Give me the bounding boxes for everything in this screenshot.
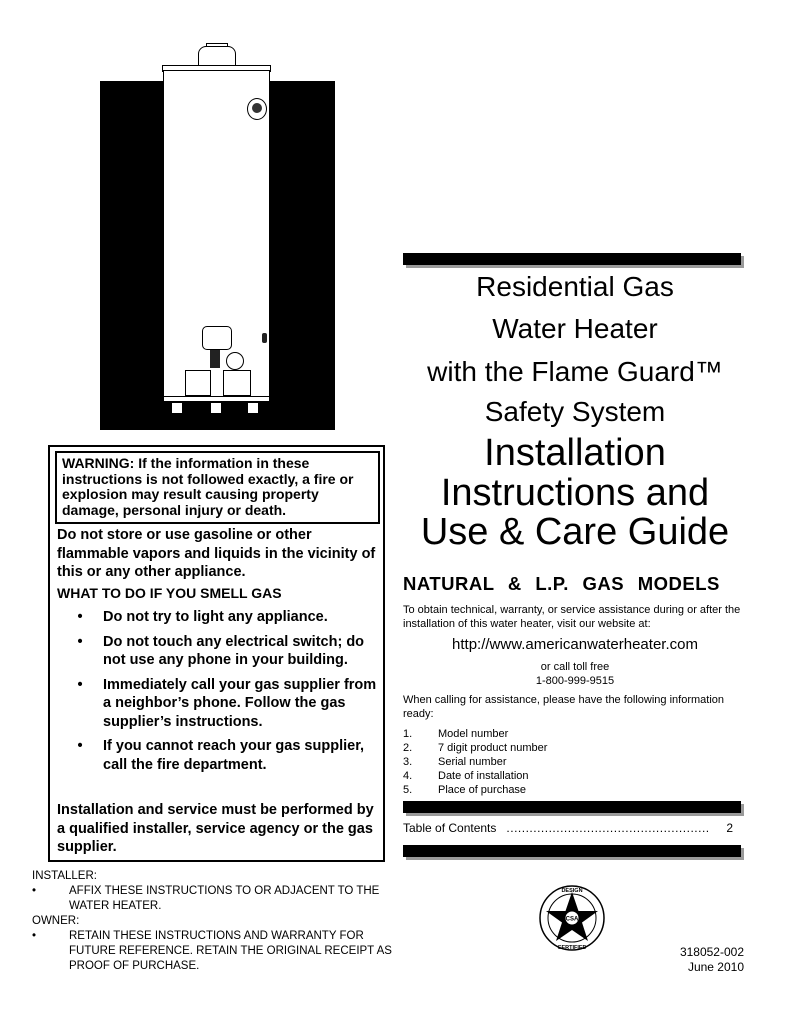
installer-label: INSTALLER: <box>32 870 97 882</box>
gas-control-valve-icon <box>202 326 232 350</box>
bullet-icon: • <box>77 738 83 754</box>
list-item <box>57 633 382 670</box>
document-number: 318052-002 <box>679 945 744 959</box>
toc-label: Table of Contents <box>403 821 497 835</box>
item-text: Date of installation <box>438 770 529 782</box>
item-text: Model number <box>438 728 509 740</box>
drain-valve-icon <box>262 333 267 343</box>
installer-owner-notes <box>32 869 402 974</box>
relief-valve-center <box>252 103 262 113</box>
divider-bar <box>403 845 741 857</box>
bullet-icon: • <box>77 676 83 693</box>
installer-text: AFFIX THESE INSTRUCTIONS TO OR ADJACENT TO THE WATER HEATER. <box>69 885 380 912</box>
bullet-icon: • <box>32 930 37 942</box>
smell-gas-heading: WHAT TO DO IF YOU SMELL GAS <box>57 585 282 601</box>
toc-leader-dots: ..................................................... <box>506 821 710 835</box>
seal-top-text: DESIGN <box>561 888 583 894</box>
bullet-icon: • <box>77 609 83 625</box>
no-store-warning: Do not store or use gasoline or other flammable vapors and liquids in the vicinity of this or any other appliance. <box>57 527 376 580</box>
title-line: Residential Gas <box>476 271 674 302</box>
info-list <box>403 727 703 797</box>
leg <box>210 402 222 414</box>
toc-page: 2 <box>726 821 733 835</box>
document-info <box>640 945 744 975</box>
models-heading: NATURAL & L.P. GAS MODELS <box>403 573 720 594</box>
item-text: Do not try to light any appliance. <box>103 609 328 625</box>
leg <box>247 402 259 414</box>
list-item <box>57 737 382 774</box>
burner-door-icon <box>226 352 244 370</box>
list-item <box>57 676 382 732</box>
bullet-icon: • <box>32 885 37 897</box>
warning-headline: WARNING: If the information in these instructions is not followed exactly, a fire or explosion may result causing property damage, personal injury or death. <box>55 451 380 524</box>
list-item <box>403 769 703 783</box>
toll-free-block <box>400 660 750 688</box>
leg <box>171 402 183 414</box>
item-text: If you cannot reach your gas supplier, call the fire department. <box>103 738 365 773</box>
owner-text: RETAIN THESE INSTRUCTIONS AND WARRANTY FOR FUTURE REFERENCE. RETAIN THE ORIGINAL RECEIPT AS PROOF OF PURCHASE. <box>69 930 392 972</box>
toll-free-label: or call toll free <box>540 661 610 673</box>
seal-center-text: CSA <box>565 916 579 923</box>
skirt-panel <box>210 370 224 396</box>
title-line: Safety System <box>484 396 666 427</box>
document-date: June 2010 <box>687 960 744 974</box>
item-text: Serial number <box>438 756 507 768</box>
list-item <box>403 755 703 769</box>
owner-label: OWNER: <box>32 915 80 927</box>
item-text: Do not touch any electrical switch; do not use any phone in your building. <box>103 633 365 668</box>
divider-bar <box>403 801 741 813</box>
design-certified-seal-icon <box>538 884 606 952</box>
draft-hood <box>198 46 236 66</box>
item-number: 2. <box>403 742 413 754</box>
list-item <box>403 741 703 755</box>
list-item <box>57 608 382 627</box>
item-number: 3. <box>403 756 413 768</box>
smell-gas-list <box>57 608 382 780</box>
item-number: 1. <box>403 728 413 740</box>
phone-number: 1-800-999-9515 <box>535 675 615 687</box>
bullet-icon: • <box>77 633 83 650</box>
title-main: Use & Care Guide <box>420 511 730 553</box>
calling-intro: When calling for assistance, please have the following information ready: <box>403 694 725 720</box>
item-text: 7 digit product number <box>438 742 548 754</box>
installer-item <box>32 884 402 914</box>
title-main: Installation <box>484 432 666 474</box>
owner-item <box>32 929 402 974</box>
gas-pipe <box>210 350 220 368</box>
seal-bottom-text: CERTIFIED <box>557 945 587 951</box>
toc-entry[interactable] <box>403 821 733 835</box>
assistance-intro: To obtain technical, warranty, or service assistance during or after the installation of this water heater, visit our website at: <box>403 604 741 630</box>
item-text: Place of purchase <box>438 784 527 796</box>
list-item <box>403 727 703 741</box>
divider-bar <box>403 253 741 265</box>
qualified-installer-note: Installation and service must be performed by a qualified installer, service agency or the gas supplier. <box>57 802 374 855</box>
title-line: with the Flame Guard™ <box>427 356 723 387</box>
title-main: Instructions and <box>440 472 710 514</box>
title-line: Water Heater <box>492 313 658 344</box>
item-text: Immediately call your gas supplier from a neighbor’s phone. Follow the gas supplier’s instructions. <box>103 676 377 730</box>
list-item <box>403 783 703 797</box>
website-link[interactable]: http://www.americanwaterheater.com <box>452 636 698 653</box>
item-number: 5. <box>403 784 413 796</box>
item-number: 4. <box>403 770 413 782</box>
